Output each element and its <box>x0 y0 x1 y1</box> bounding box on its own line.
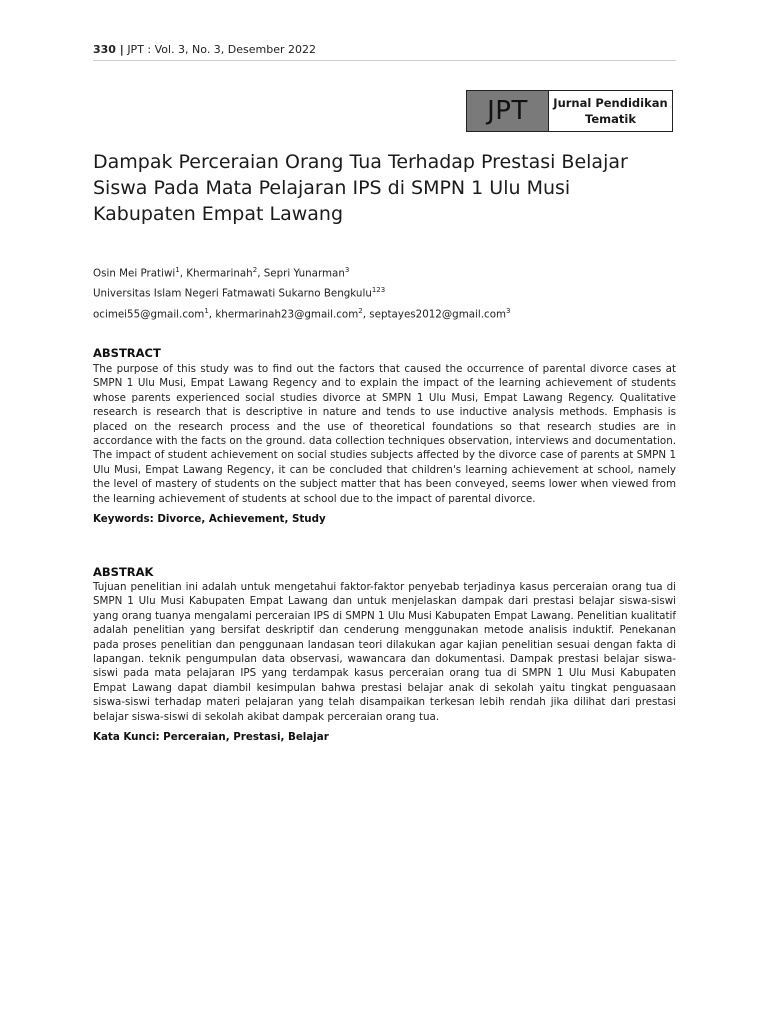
journal-logo <box>466 90 673 132</box>
paper-title: Dampak Perceraian Orang Tua Terhadap Prestasi Belajar Siswa Pada Mata Pelajaran IPS di SMPN 1 Ulu Musi Kabupaten Empat Lawang <box>93 151 628 225</box>
page-number: 330 | <box>93 43 124 56</box>
author-email[interactable]: ocimei55@gmail.com <box>93 308 205 321</box>
journal-name-line-1: Jurnal Pendidikan <box>553 96 668 110</box>
journal-logo-mark: JPT <box>467 91 549 131</box>
author-name: Khermarinah <box>186 267 253 280</box>
journal-reference: JPT : Vol. 3, No. 3, Desember 2022 <box>127 43 317 56</box>
author-name: Osin Mei Pratiwi <box>93 267 176 280</box>
abstrak-body: Tujuan penelitian ini adalah untuk mengetahui faktor-faktor penyebab terjadinya kasus perceraian orang tua di SMPN 1 Ulu Musi Kabupaten Empat Lawang dan untuk menjelaskan dampak dari prestasi belajar siswa-siswi yang orang tuanya mengalami perceraian IPS di SMPN 1 Ulu Musi Kabupaten Empat Lawang. Penelitian kualitatif adalah penelitian yang bersifat deskriptif dan cenderung menggunakan metode analisis induktif. Penekanan pada proses penelitian dan penggunaan landasan teori dilakukan agar kajian penelitian sesuai dengan fakta di lapangan. teknik pengumpulan data observasi, wawancara dan dokumentasi. Dampak prestasi belajar siswa-siswi pada mata pelajaran IPS yang terdampak kasus perceraian orang tua di SMPN 1 Ulu Musi Kabupaten Empat Lawang dapat diambil kesimpulan bahwa prestasi belajar anak di sekolah yaitu tingkat penguasaan siswa-siswi terhadap materi pelajaran yang telah disampaikan terkesan lebih rendah jika dilihat dari prestasi belajar siswa-siswi di sekolah akibat dampak perceraian orang tua. <box>93 581 676 723</box>
author-affiliation: Universitas Islam Negeri Fatmawati Sukarno Bengkulu$^{123}$ <box>93 286 386 300</box>
abstract-heading: ABSTRACT <box>93 346 161 360</box>
author-block <box>93 262 511 323</box>
author-name: Sepri Yunarman <box>263 267 345 280</box>
running-head <box>93 43 316 56</box>
header-divider <box>93 60 676 61</box>
abstrak-keywords: Kata Kunci: Perceraian, Prestasi, Belajar <box>93 731 329 743</box>
author-sup: 2 <box>252 266 258 274</box>
abstract-body: The purpose of this study was to find out the factors that caused the occurrence of parental divorce cases at SMPN 1 Ulu Musi, Empat Lawang Regency and to explain the impact of the learning achievement of students whose parents experienced social studies divorce at SMPN 1 Ulu Musi, Empat Lawang Regency. Qualitative research is research that is descriptive in nature and tends to use inductive analysis methods. Emphasis is placed on the research process and the use of theoretical foundations so that research studies are in accordance with the facts on the ground. data collection techniques observation, interviews and documentation. The impact of student achievement on social studies subjects affected by the divorce case of parents at SMPN 1 Ulu Musi, Empat Lawang Regency, it can be concluded that children's learning achievement at school, namely the level of mastery of students on the subject matter that has been conveyed, seems lower when viewed from the learning achievement of students at school due to the impact of parental divorce. <box>93 363 676 505</box>
author-sup: 1 <box>175 266 180 274</box>
abstrak-heading: ABSTRAK <box>93 565 154 579</box>
journal-name-line-2: Tematik <box>585 112 636 126</box>
author-email[interactable]: khermarinah23@gmail.com <box>215 308 359 321</box>
author-emails: ocimei55@gmail.com$^1$, khermarinah23@gmail.com$^2$, septayes2012@gmail.com$^3$ <box>93 306 511 321</box>
author-sup: 3 <box>344 266 350 274</box>
author-names: Osin Mei Pratiwi$^1$, Khermarinah$^2$, Sepri Yunarman$^3$ <box>93 266 350 280</box>
author-email[interactable]: septayes2012@gmail.com <box>369 308 507 321</box>
abstract-keywords: Keywords: Divorce, Achievement, Study <box>93 513 326 525</box>
journal-logo-name <box>549 91 672 131</box>
